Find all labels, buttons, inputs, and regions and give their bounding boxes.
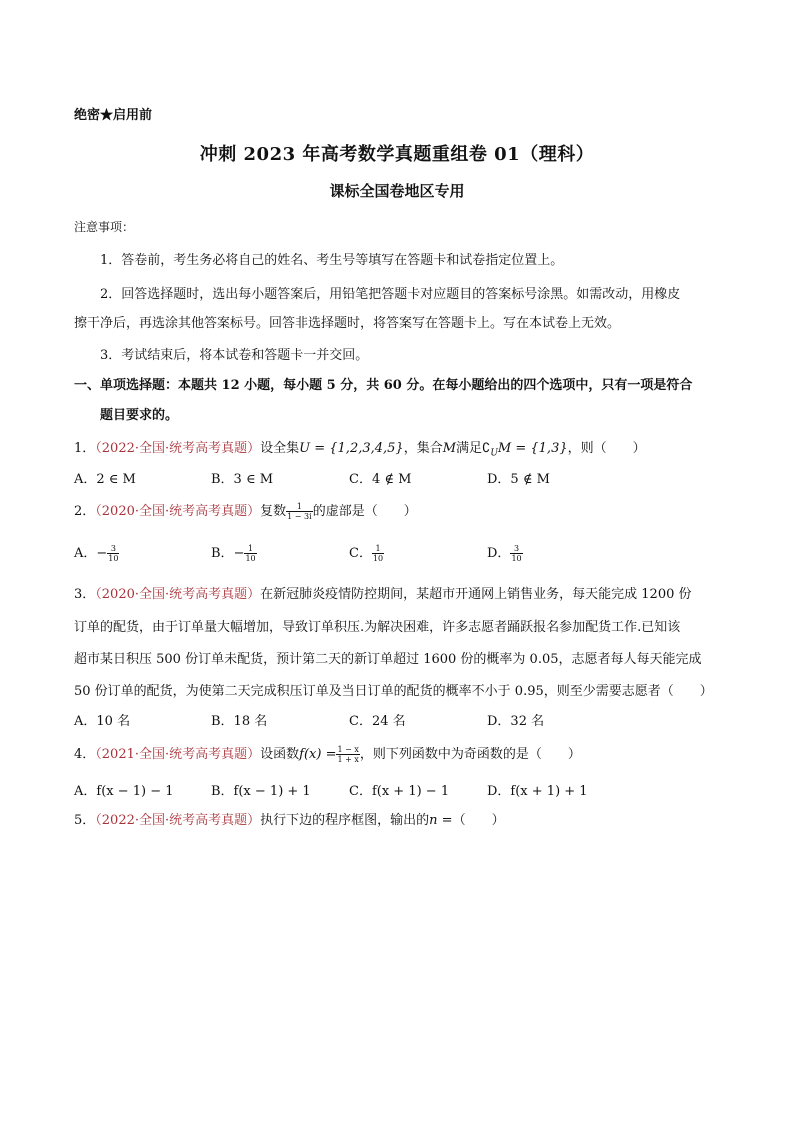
fraction xyxy=(286,502,313,521)
q2-option-c xyxy=(349,542,384,563)
question-number: 5． xyxy=(74,813,96,828)
math-expr: f(x) = xyxy=(299,747,337,762)
option-label: C． xyxy=(349,546,372,561)
question-text: ，集合 xyxy=(403,441,443,456)
question-text: 设函数 xyxy=(260,747,300,762)
math-expr: n = xyxy=(429,813,453,828)
question-2 xyxy=(74,500,417,521)
section-heading-cont: 题目要求的。 xyxy=(100,408,179,423)
option-label: A． xyxy=(74,546,97,561)
math-expr: M xyxy=(442,441,457,456)
fraction-numerator: 3 xyxy=(107,544,119,554)
note-2: 2．回答选择题时，选出每小题答案后，用铅笔把答题卡对应题目的答案标号涂黑。如需改动，用橡皮 xyxy=(100,287,681,302)
question-number: 1． xyxy=(74,441,96,456)
question-3-line-3: 超市某日积压 500 份订单未配货，预计第二天的新订单超过 1600 份的概率为 0.05，志愿者每人每天能完成 xyxy=(74,652,702,667)
q3-option-a: A．10 名 xyxy=(74,714,131,729)
q3-option-c: C．24 名 xyxy=(349,714,406,729)
fraction-numerator: 1 xyxy=(244,544,256,554)
q4-option-c: C．f(x + 1) − 1 xyxy=(349,784,450,799)
question-text: （ ） xyxy=(452,813,505,828)
fraction-denominator: 1 − 3i xyxy=(287,512,312,521)
question-source: （2022·全国·统考高考真题） xyxy=(95,441,261,456)
question-number: 2． xyxy=(74,504,96,519)
q1-option-a: A．2 ∈ M xyxy=(74,472,136,487)
q4-option-d: D．f(x + 1) + 1 xyxy=(487,784,588,799)
question-3-line-4: 50 份订单的配货，为使第二天完成积压订单及当日订单的配货的概率不小于 0.95，则至少需要志愿者（ ） xyxy=(74,684,713,699)
question-text: 复数 xyxy=(260,504,287,519)
fraction-denominator: 10 xyxy=(372,554,384,563)
question-4 xyxy=(74,743,581,764)
question-text: 设全集 xyxy=(260,441,300,456)
question-source: （2022·全国·统考高考真题） xyxy=(95,813,261,828)
option-sign: − xyxy=(233,546,245,561)
question-text: 执行下边的程序框图，输出的 xyxy=(260,813,430,828)
question-text: ，则下列函数中为奇函数的是（ ） xyxy=(359,747,581,762)
fraction-numerator: 1 − x xyxy=(337,745,359,754)
q2-option-d xyxy=(487,542,523,563)
question-1 xyxy=(74,437,646,459)
q2-option-b xyxy=(211,542,257,563)
q1-option-d: D．5 ∉ M xyxy=(487,472,550,487)
question-number: 4． xyxy=(74,747,96,762)
fraction-numerator: 3 xyxy=(510,544,522,554)
question-3-line-2: 订单的配货，由于订单量大幅增加，导致订单积压.为解决困难，许多志愿者踊跃报名参加配货工作.已知该 xyxy=(74,620,681,635)
complement-symbol: ∁ xyxy=(482,441,491,456)
q3-option-d: D．32 名 xyxy=(487,714,545,729)
confidential-label: 绝密★启用前 xyxy=(74,108,153,123)
math-expr: M = {1,3} xyxy=(497,441,568,456)
note-2-cont: 擦干净后，再选涂其他答案标号。回答非选择题时，将答案写在答题卡上。写在本试卷上无效。 xyxy=(74,316,621,331)
fraction xyxy=(336,745,359,764)
notes-heading: 注意事项： xyxy=(74,220,135,234)
fraction-numerator: 1 xyxy=(372,544,384,554)
question-5 xyxy=(74,809,505,828)
q3-option-b: B．18 名 xyxy=(211,714,268,729)
fraction-numerator: 1 xyxy=(286,502,313,512)
q2-option-a xyxy=(74,542,119,563)
question-text: 在新冠肺炎疫情防控期间，某超市开通网上销售业务，每天能完成 1200 份 xyxy=(260,587,692,602)
note-3: 3．考试结束后，将本试卷和答题卡一并交回。 xyxy=(100,348,369,363)
question-text: 的虚部是（ ） xyxy=(312,504,417,519)
option-label: D． xyxy=(487,546,511,561)
page-title: 冲刺 2023 年高考数学真题重组卷 01（理科） xyxy=(199,144,595,165)
fraction xyxy=(372,544,384,563)
fraction xyxy=(244,544,256,563)
question-text: ，则（ ） xyxy=(567,441,646,456)
fraction-denominator: 10 xyxy=(511,554,522,563)
q4-option-a: A．f(x − 1) − 1 xyxy=(74,784,174,799)
question-source: （2021·全国·统考高考真题） xyxy=(95,747,261,762)
fraction-denominator: 10 xyxy=(108,554,119,563)
option-sign: − xyxy=(96,546,108,561)
q4-option-b: B．f(x − 1) + 1 xyxy=(211,784,311,799)
q1-option-c: C．4 ∉ M xyxy=(349,472,412,487)
fraction xyxy=(510,544,522,563)
fraction xyxy=(107,544,119,563)
section-heading: 一、单项选择题：本题共 12 小题，每小题 5 分，共 60 分。在每小题给出的四个选项中，只有一项是符合 xyxy=(74,378,693,393)
fraction-denominator: 10 xyxy=(245,554,256,563)
math-expr: U = {1,2,3,4,5} xyxy=(299,441,404,456)
question-text: 满足 xyxy=(456,441,483,456)
question-source: （2020·全国·统考高考真题） xyxy=(95,587,261,602)
question-3 xyxy=(74,583,692,602)
question-source: （2020·全国·统考高考真题） xyxy=(95,504,261,519)
question-number: 3． xyxy=(74,587,96,602)
q1-option-b: B．3 ∈ M xyxy=(211,472,274,487)
math-subscript: U xyxy=(490,448,498,459)
option-label: B． xyxy=(211,546,234,561)
page-subtitle: 课标全国卷地区专用 xyxy=(329,182,465,200)
note-1: 1．答卷前，考生务必将自己的姓名、考生号等填写在答题卡和试卷指定位置上。 xyxy=(100,253,564,268)
fraction-denominator: 1 + x xyxy=(337,755,359,764)
